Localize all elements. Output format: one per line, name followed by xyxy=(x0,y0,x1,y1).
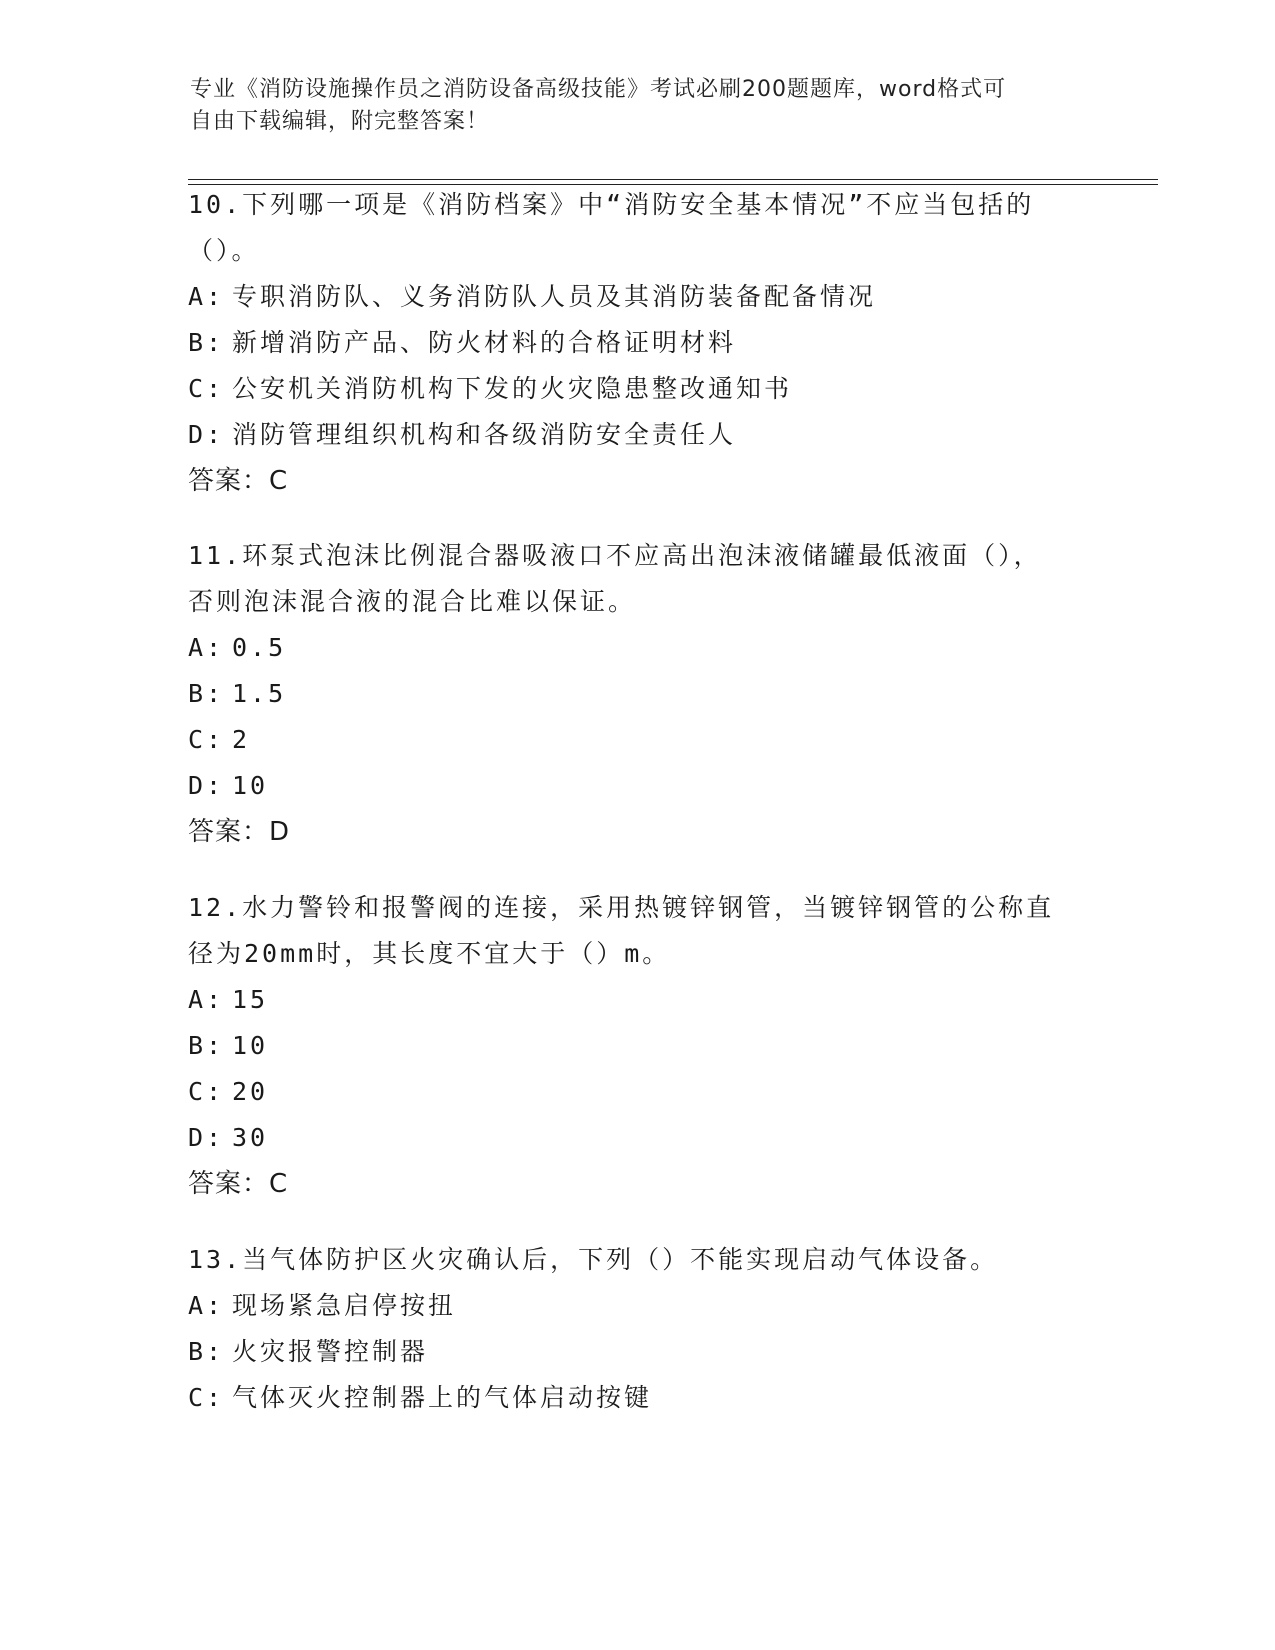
option-text: 20 xyxy=(232,1077,269,1106)
option-key: A: xyxy=(188,1291,225,1320)
option-key: B: xyxy=(188,1031,225,1060)
question-12 xyxy=(188,885,1108,1207)
option-key: B: xyxy=(188,328,225,357)
option-key: A: xyxy=(188,282,225,311)
option-key: D: xyxy=(188,1123,225,1152)
option-key: C: xyxy=(188,1077,225,1106)
option-text: 消防管理组织机构和各级消防安全责任人 xyxy=(232,420,737,449)
option-text: 新增消防产品、防火材料的合格证明材料 xyxy=(232,328,737,357)
option-text: 2 xyxy=(232,725,251,754)
answer-line: 答案：D xyxy=(188,817,291,847)
option-a xyxy=(188,625,1108,671)
question-stem-line: 12.水力警铃和报警阀的连接，采用热镀锌钢管，当镀锌钢管的公称直 xyxy=(188,893,1055,922)
header-divider-top xyxy=(188,179,1158,180)
answer-line: 答案：C xyxy=(188,1169,289,1199)
option-text: 15 xyxy=(232,985,269,1014)
option-d xyxy=(188,412,1108,458)
option-key: D: xyxy=(188,420,225,449)
option-text: 公安机关消防机构下发的火灾隐患整改通知书 xyxy=(232,374,793,403)
option-key: A: xyxy=(188,633,225,662)
question-11 xyxy=(188,533,1108,855)
option-text: 10 xyxy=(232,1031,269,1060)
option-key: D: xyxy=(188,771,225,800)
option-text: 0.5 xyxy=(232,633,287,662)
option-b xyxy=(188,1023,1108,1069)
option-text: 30 xyxy=(232,1123,269,1152)
answer-line: 答案：C xyxy=(188,466,289,496)
option-key: C: xyxy=(188,1383,225,1412)
question-stem-line: （）。 xyxy=(188,236,260,265)
option-text: 10 xyxy=(232,771,269,800)
header-line-2: 自由下载编辑，附完整答案！ xyxy=(190,109,490,134)
option-a xyxy=(188,977,1108,1023)
option-text: 1.5 xyxy=(232,679,287,708)
option-c xyxy=(188,366,1108,412)
option-text: 气体灭火控制器上的气体启动按键 xyxy=(232,1383,653,1412)
question-10 xyxy=(188,182,1108,504)
option-key: B: xyxy=(188,1337,225,1366)
question-stem-line: 13.当气体防护区火灾确认后，下列（）不能实现启动气体设备。 xyxy=(188,1245,999,1274)
document-header xyxy=(190,74,1090,138)
option-b xyxy=(188,320,1108,366)
option-b xyxy=(188,1329,1108,1375)
header-line-1: 专业《消防设施操作员之消防设备高级技能》考试必刷200题题库，word格式可 xyxy=(190,77,1007,102)
option-key: A: xyxy=(188,985,225,1014)
question-stem-line: 否则泡沫混合液的混合比难以保证。 xyxy=(188,587,637,616)
question-stem-line: 10.下列哪一项是《消防档案》中“消防安全基本情况”不应当包括的 xyxy=(188,190,1035,219)
option-a xyxy=(188,1283,1108,1329)
option-key: B: xyxy=(188,679,225,708)
option-c xyxy=(188,1069,1108,1115)
option-d xyxy=(188,1115,1108,1161)
option-c xyxy=(188,1375,1108,1421)
option-c xyxy=(188,717,1108,763)
option-b xyxy=(188,671,1108,717)
option-key: C: xyxy=(188,725,225,754)
option-text: 火灾报警控制器 xyxy=(232,1337,429,1366)
option-a xyxy=(188,274,1108,320)
option-key: C: xyxy=(188,374,225,403)
question-stem-line: 径为20mm时，其长度不宜大于（）m。 xyxy=(188,939,671,968)
option-text: 现场紧急启停按扭 xyxy=(232,1291,457,1320)
question-13 xyxy=(188,1237,1108,1421)
option-d xyxy=(188,763,1108,809)
question-stem-line: 11.环泵式泡沫比例混合器吸液口不应高出泡沫液储罐最低液面（）， xyxy=(188,541,1042,570)
option-text: 专职消防队、义务消防队人员及其消防装备配备情况 xyxy=(232,282,877,311)
